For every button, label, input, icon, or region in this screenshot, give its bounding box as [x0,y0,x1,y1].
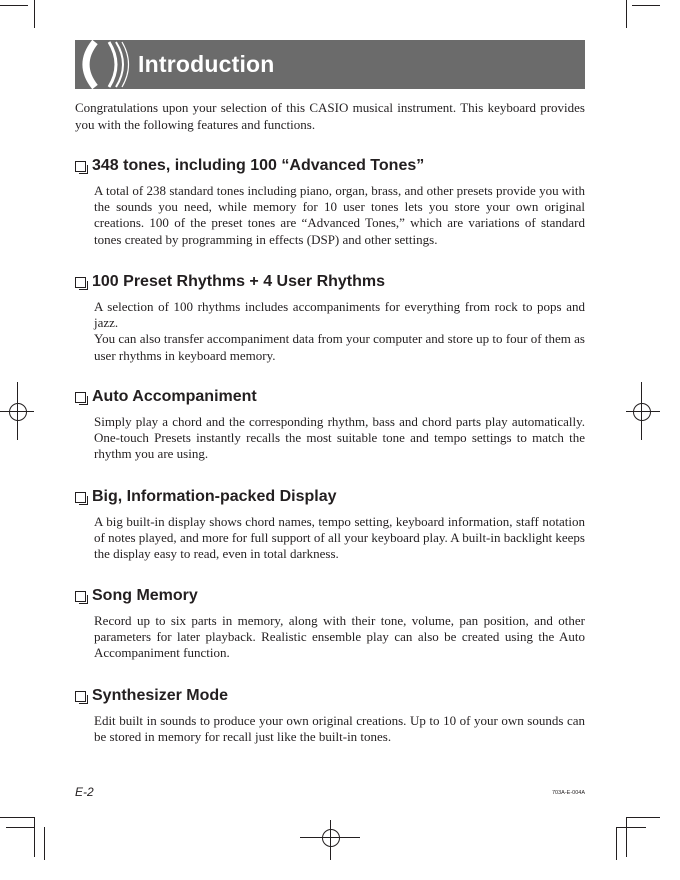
registration-mark [17,382,18,440]
section-display [75,486,585,563]
crop-mark [0,5,28,6]
section-heading [75,585,585,607]
section-text: A selection of 100 rhythms includes accompaniments for everything from rock to pops and jazz. [94,299,585,331]
section-text: Edit built in sounds to produce your own original creations. Up to 10 of your own sounds can be stored in memory for recall just like the built-in tones. [94,713,585,745]
section-text: Simply play a chord and the corresponding rhythm, bass and chord parts play automatically. One-touch Presets instantly recalls the most suitable tone and tempo settings to match the rhythm you are using. [94,414,585,462]
checkbox-bullet-icon [75,591,86,602]
section-body [94,613,585,662]
title-bar [75,40,585,89]
section-heading [75,386,585,408]
checkbox-bullet-icon [75,691,86,702]
page-title: Introduction [138,51,275,77]
crop-mark [0,817,34,818]
section-song-memory [75,585,585,662]
section-title: Big, Information-packed Display [92,488,337,505]
section-body [94,414,585,463]
section-body [94,183,585,248]
registration-mark [626,411,660,412]
page-number: E-2 [75,785,94,799]
section-heading [75,486,585,508]
checkbox-bullet-icon [75,392,86,403]
section-synthesizer [75,685,585,745]
document-code: 703A-E-004A [551,790,585,796]
crop-mark [626,817,660,818]
section-title: Synthesizer Mode [92,687,229,704]
checkbox-bullet-icon [75,492,86,503]
registration-mark [633,403,651,421]
title-decoration-icon [75,40,135,89]
section-text: A total of 238 standard tones including piano, organ, brass, and other presets provide you with the sounds you need, while memory for 10 user tones lets you store your own original creations. 100 of the preset tones are “Advanced Tones,” which are variations of standard tones created by programming in effects (DSP) and other settings. [94,183,585,247]
crop-mark [632,5,660,6]
crop-mark [616,827,617,860]
section-heading [75,155,585,177]
crop-mark [6,827,34,828]
section-tones [75,155,585,248]
section-rhythms [75,271,585,364]
intro-paragraph: Congratulations upon your selection of this CASIO musical instrument. This keyboard provides you with the following features and functions. [75,100,585,132]
section-title: 348 tones, including 100 “Advanced Tones” [92,157,425,174]
crop-mark [626,0,627,28]
section-body [94,514,585,563]
crop-mark [44,827,45,860]
section-heading [75,271,585,293]
registration-mark [9,403,27,421]
crop-mark [34,0,35,28]
section-text: You can also transfer accompaniment data from your computer and store up to four of them as user rhythms in keyboard memory. [94,331,585,363]
section-title: Auto Accompaniment [92,388,257,405]
section-heading [75,685,585,707]
section-body [94,299,585,364]
section-title: Song Memory [92,587,198,604]
section-text: A big built-in display shows chord names, tempo setting, keyboard information, staff notation of notes played, and more for full support of all your keyboard play. A built-in backlight keeps the display easy to read, even in total darkness. [94,514,585,562]
registration-mark [330,820,331,860]
registration-mark [641,382,642,440]
checkbox-bullet-icon [75,161,86,172]
section-title: 100 Preset Rhythms + 4 User Rhythms [92,273,386,290]
registration-mark [322,829,340,847]
crop-mark [616,827,646,828]
section-auto-accompaniment [75,386,585,463]
section-text: Record up to six parts in memory, along with their tone, volume, pan position, and other parameters for later playback. Realistic ensemble play can also be created using the Auto Accompaniment function. [94,613,585,661]
crop-mark [34,817,35,857]
checkbox-bullet-icon [75,277,86,288]
crop-mark [626,817,627,857]
section-body [94,713,585,745]
